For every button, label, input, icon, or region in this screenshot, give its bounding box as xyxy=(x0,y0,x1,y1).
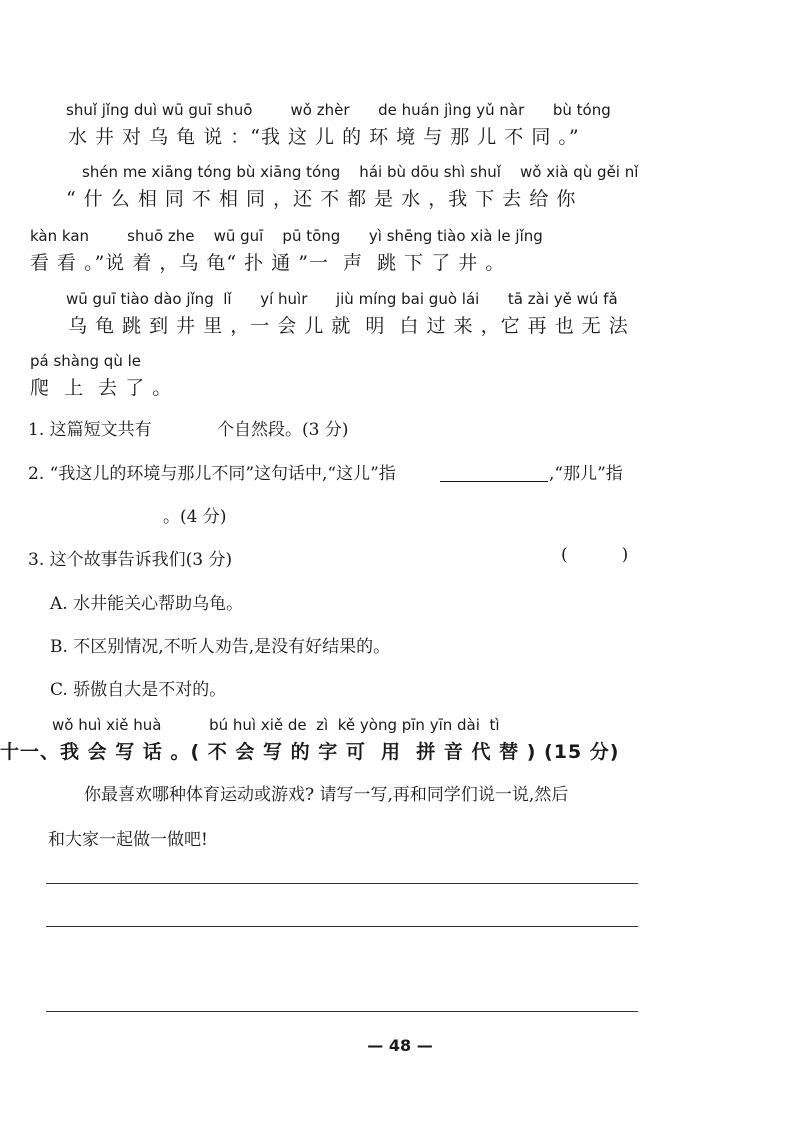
writing-line-1[interactable] xyxy=(46,883,638,884)
question-3-answer-paren[interactable]: ( ) xyxy=(561,545,629,565)
pinyin-line-1: shuǐ jǐng duì wū guī shuō wǒ zhèr de huán jìng yǔ nàr bù tóng xyxy=(66,101,611,119)
question-3-text: 3. 这个故事告诉我们(3 分) xyxy=(28,550,233,570)
pinyin-line-3: kàn kan shuō zhe wū guī pū tōng yì shēng tiào xià le jǐng xyxy=(30,227,543,245)
writing-line-3[interactable] xyxy=(46,1011,638,1012)
passage-line-5: 爬 上 去 了 。 xyxy=(30,377,173,399)
writing-prompt-line-2: 和大家一起做一做吧! xyxy=(48,830,208,850)
answer-blank-zher[interactable] xyxy=(440,481,548,482)
passage-line-4: 乌 龟 跳 到 井 里 ，一 会 儿 就 明 白 过 来 ，它 再 也 无 法 xyxy=(68,315,629,337)
question-1-text: 1. 这篇短文共有 xyxy=(28,420,152,440)
option-a[interactable]: A. 水井能关心帮助乌龟。 xyxy=(50,594,244,614)
section-11-pinyin: wǒ huì xiě huà bú huì xiě de zì kě yòng pīn yīn dài tì xyxy=(52,716,500,734)
pinyin-line-4: wū guī tiào dào jǐng lǐ yí huìr jiù míng bai guò lái tā zài yě wú fǎ xyxy=(66,290,618,308)
option-b[interactable]: B. 不区别情况,不听人劝告,是没有好结果的。 xyxy=(50,637,391,657)
writing-prompt-line-1: 你最喜欢哪种体育运动或游戏? 请写一写,再和同学们说一说,然后 xyxy=(84,785,569,805)
question-1-suffix: 个自然段。(3 分) xyxy=(217,420,349,440)
writing-line-2[interactable] xyxy=(46,926,638,927)
page-number: — 48 — xyxy=(367,1036,433,1055)
question-2-mid: ,“那儿”指 xyxy=(549,464,623,484)
question-2-text: 2. “我这儿的环境与那儿不同”这句话中,“这儿”指 xyxy=(28,464,396,484)
passage-line-2: “ 什 么 相 同 不 相 同 ，还 不 都 是 水 ，我 下 去 给 你 xyxy=(66,188,577,210)
pinyin-line-5: pá shàng qù le xyxy=(30,352,141,370)
passage-line-3: 看 看 。”说 着 ，乌 龟“ 扑 通 ”一 声 跳 下 了 井 。 xyxy=(30,252,506,274)
option-c[interactable]: C. 骄傲自大是不对的。 xyxy=(50,680,227,700)
pinyin-line-2: shén me xiāng tóng bù xiāng tóng hái bù dōu shì shuǐ wǒ xià qù gěi nǐ xyxy=(82,163,639,181)
question-2-suffix: 。(4 分) xyxy=(163,507,227,527)
passage-line-1: 水 井 对 乌 龟 说 ：“我 这 儿 的 环 境 与 那 儿 不 同 。” xyxy=(68,126,580,148)
section-11-title: 十一、我 会 写 话 。( 不 会 写 的 字 可 用 拼 音 代 替 ) (15 分) xyxy=(0,741,620,763)
